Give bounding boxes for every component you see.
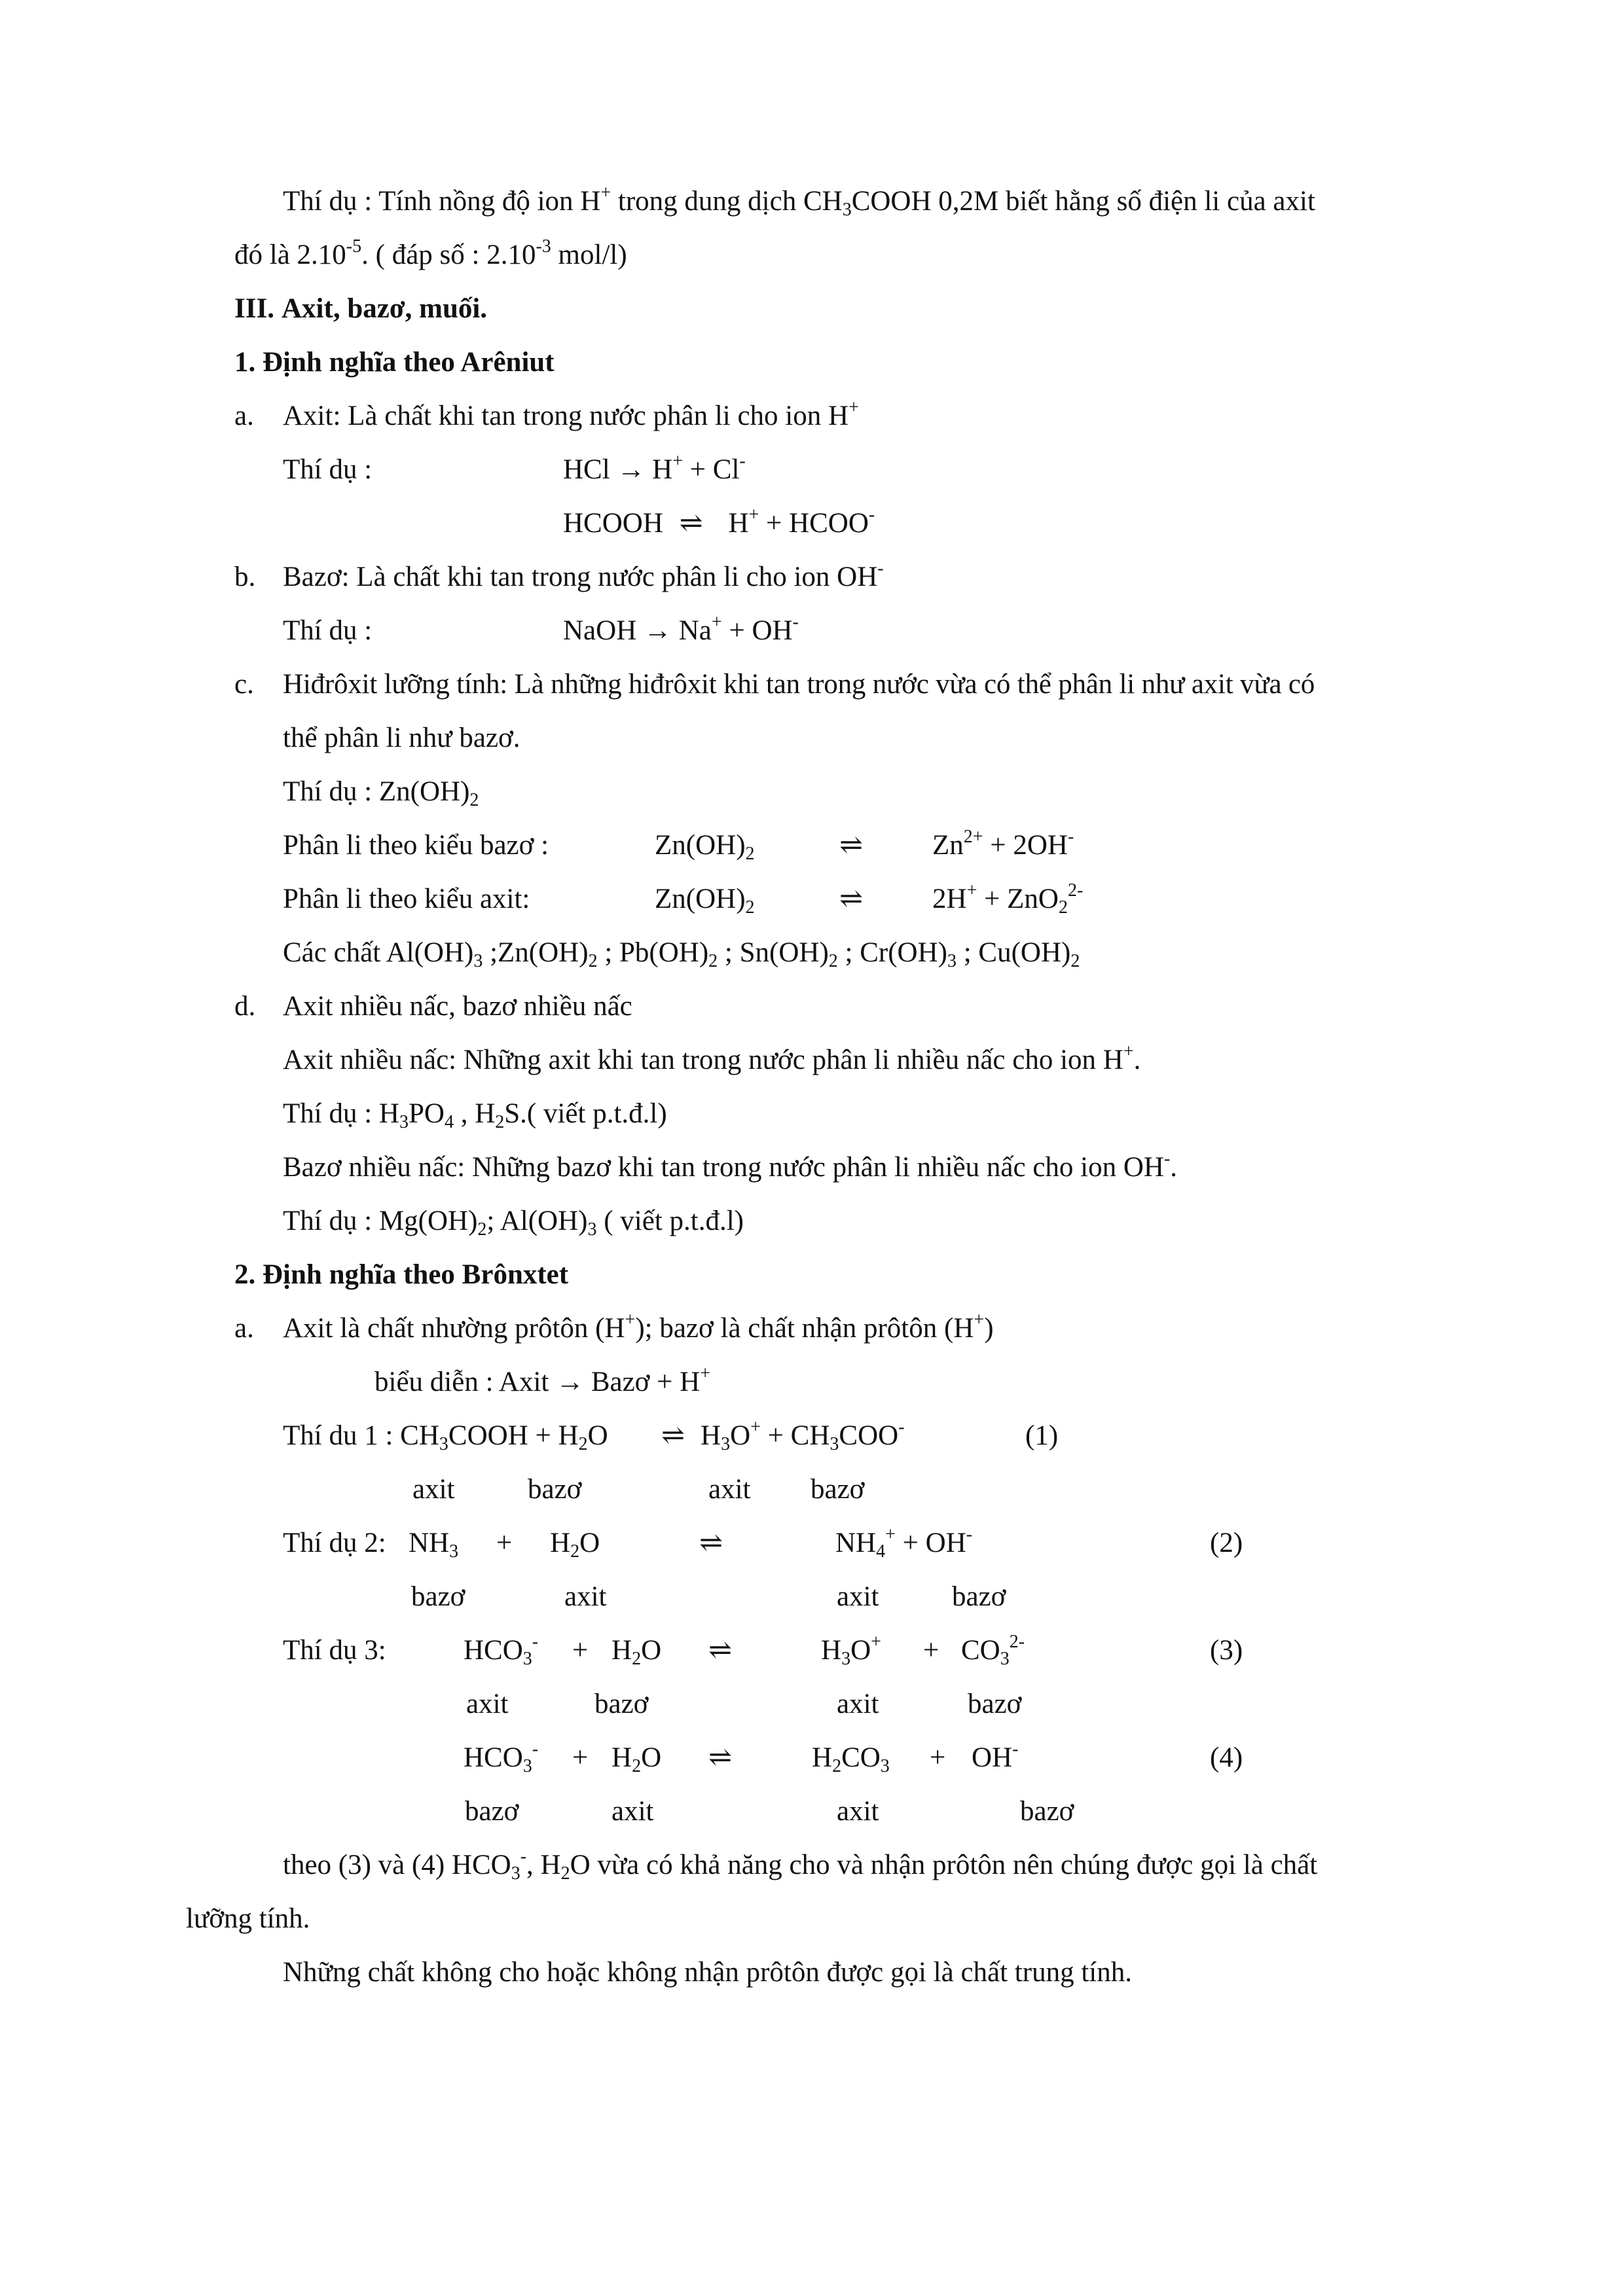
polyprotic-acid-example [283,1094,667,1134]
text: , H [526,1850,561,1880]
example-2-right [835,1524,972,1563]
text: ; Sn(OH) [718,937,829,968]
text: S.( viết p.t.đ.l) [504,1098,667,1129]
subscript: 3 [841,1649,851,1669]
subscript: 3 [522,1649,532,1669]
text: theo (3) và (4) HCO [283,1850,511,1880]
text: + 2OH [983,830,1068,861]
representation [374,1363,710,1402]
text: PO [408,1098,445,1129]
subscript: 3 [399,1112,409,1132]
superscript: 2- [1009,1632,1025,1652]
text: Thí dụ : Zn(OH) [283,776,470,807]
text: O [641,1635,662,1666]
role-label: axit [412,1474,455,1505]
equilibrium-arrow-icon: ⇌ [708,1635,733,1666]
item-a-text [283,397,859,436]
molecule [611,1631,661,1670]
text: NH [835,1528,877,1558]
superscript: + [748,505,759,525]
polybasic-base-example [283,1202,744,1241]
polybasic-base-text [283,1148,1177,1187]
text: . [1133,1045,1141,1075]
dissociation-base-right [932,826,1074,865]
item-b-text [283,558,884,597]
equilibrium-arrow-icon: ⇌ [661,1420,685,1451]
text: Axit nhiều nấc: Những axit khi tan trong nước phân li nhiều nấc cho ion H [283,1045,1123,1075]
superscript: + [871,1632,881,1652]
example-lead: Thí dụ : [283,615,373,646]
role-label: axit [466,1689,509,1719]
text: . [1170,1152,1178,1183]
superscript: -3 [536,236,551,257]
role-label: axit [708,1474,751,1505]
superscript: + [600,183,611,203]
text: ; Cu(OH) [956,937,1071,968]
role-label: bazơ [594,1689,649,1719]
text: H [812,1742,833,1773]
superscript: + [885,1524,896,1545]
text: Bazơ: Là chất khi tan trong nước phân li cho ion OH [283,562,878,592]
text: CO [841,1742,881,1773]
text: HCl → H [563,454,673,485]
text: + ZnO [977,884,1059,914]
subscript: 3 [1000,1649,1010,1669]
role-label: bazơ [952,1581,1006,1612]
role-label: bazơ [465,1796,519,1827]
molecule [611,1738,661,1778]
text: OH [972,1742,1013,1773]
superscript: + [1123,1041,1134,1062]
equilibrium-arrow-icon: ⇌ [839,884,864,914]
subscript: 3 [721,1434,731,1454]
role-label: axit [564,1581,607,1612]
plus-sign: + [923,1635,939,1666]
item-b-label: b. [234,562,256,592]
text: ( viết p.t.đ.l) [596,1206,744,1236]
dissociation-acid-left [655,880,755,919]
text: biểu diễn : Axit → Bazơ + H [374,1367,701,1397]
subscript: 2 [1058,897,1068,918]
polyprotic-acid-text [283,1041,1140,1080]
subscript: 2 [745,844,755,864]
text: COO [839,1420,899,1451]
amphoteric-list [283,933,1080,973]
dissociation-base-lead: Phân li theo kiểu bazơ : [283,830,549,861]
equation-number: (3) [1210,1635,1243,1666]
molecule [464,1631,538,1670]
item-d-text: Axit nhiều nấc, bazơ nhiều nấc [283,991,632,1022]
molecule [972,1738,1018,1778]
item-2a-label: a. [234,1313,254,1344]
text: NH [409,1528,450,1558]
superscript: - [1163,1149,1171,1169]
superscript: + [974,1310,985,1330]
text: Thí dụ : Tính nồng độ ion H [283,186,601,217]
role-label: axit [837,1581,879,1612]
equation-number: (4) [1210,1742,1243,1773]
text: O vừa có khả năng cho và nhận prôtôn nên chúng được gọi là chất [570,1850,1318,1880]
text: Axit là chất nhường prôtôn (H [283,1313,625,1344]
item-c-text-1: Hiđrôxit lưỡng tính: Là những hiđrôxit khi tan trong nước vừa có thể phân li như axit vừa có [283,669,1315,700]
neutral-definition: Những chất không cho hoặc không nhận prôtôn được gọi là chất trung tính. [283,1957,1132,1988]
superscript: + [848,397,859,418]
text: ) [984,1313,994,1344]
dissociation-acid-right [932,880,1083,919]
subsection-title-2: 2. Định nghĩa theo Brônxtet [234,1259,569,1290]
role-label: bazơ [968,1689,1022,1719]
text: COOH + H [448,1420,579,1451]
molecule [464,1738,538,1778]
text: COOH 0,2M biết hằng số điện li của axit [851,186,1315,217]
subscript: 3 [587,1219,597,1240]
text: HCOOH [563,508,663,539]
subscript: 2 [708,951,718,971]
subscript: 3 [439,1434,448,1454]
text: H [611,1635,632,1666]
subscript: 2 [477,1219,487,1240]
intro-line-1 [283,182,1315,221]
section-title: Axit, bazơ, muối. [282,293,488,324]
text: + HCOO [759,508,869,539]
text: Thí dụ : H [283,1098,399,1129]
text: Thí du 1 : CH [283,1420,439,1451]
text: H [728,508,749,539]
item-2a-text [283,1309,994,1348]
subscript: 2 [578,1434,588,1454]
subscript: 3 [473,951,483,971]
molecule [409,1524,458,1563]
text: ;Zn(OH) [483,937,589,968]
subsection-title-1: 1. Định nghĩa theo Arêniut [234,347,555,378]
superscript: - [739,451,746,471]
text: Zn(OH) [655,830,746,861]
text: O [579,1528,600,1558]
example-1-right [701,1416,905,1456]
text: Thí dụ : Mg(OH) [283,1206,478,1236]
text: + CH [760,1420,830,1451]
subscript: 3 [449,1541,459,1562]
superscript: - [792,612,799,632]
text: + OH [721,615,793,646]
subscript: 2 [570,1541,580,1562]
superscript: 2+ [963,827,983,847]
superscript: - [532,1739,539,1759]
subscript: 2 [632,1756,642,1776]
role-label: bazơ [811,1474,865,1505]
item-c-text-2: thể phân li như bazơ. [283,723,520,753]
subscript: 3 [830,1434,839,1454]
superscript: + [672,451,684,471]
equation-hcl [563,450,746,490]
subscript: 2 [560,1863,570,1884]
superscript: + [966,880,977,901]
plus-sign: + [572,1742,589,1773]
conclusion-line-1 [283,1846,1317,1885]
text: Axit: Là chất khi tan trong nước phân li cho ion H [283,401,849,431]
text: 2H [932,884,967,914]
text: O [641,1742,662,1773]
text: + OH [895,1528,966,1558]
superscript: 2- [1067,880,1084,901]
subscript: 2 [588,951,598,971]
text: ; Pb(OH) [597,937,709,968]
text: trong dung dịch CH [611,186,843,217]
subscript: 3 [522,1756,532,1776]
example-1-left [283,1416,608,1456]
superscript: -5 [346,236,362,257]
role-label: axit [837,1796,879,1827]
molecule [961,1631,1025,1670]
text: CO [961,1635,1000,1666]
text: HCO [464,1742,523,1773]
role-label: axit [837,1689,879,1719]
superscript: - [520,1846,527,1867]
superscript: + [750,1417,761,1437]
subscript: 3 [880,1756,890,1776]
plus-sign: + [572,1635,589,1666]
equilibrium-arrow-icon: ⇌ [708,1742,733,1773]
equation-number: (1) [1025,1420,1059,1451]
text: H [821,1635,842,1666]
text: ; Cr(OH) [837,937,947,968]
superscript: - [1012,1739,1019,1759]
text: , H [453,1098,496,1129]
equation-naoh [563,611,799,651]
superscript: - [532,1632,539,1652]
item-d-label: d. [234,991,256,1022]
superscript: - [868,505,875,525]
equilibrium-arrow-icon: ⇌ [679,508,703,539]
text: + Cl [683,454,740,485]
text: O [730,1420,751,1451]
subscript: 3 [511,1863,520,1884]
role-label: bazơ [528,1474,582,1505]
subscript: 2 [632,1649,642,1669]
text: H [550,1528,571,1558]
role-label: bazơ [1020,1796,1074,1827]
item-a-label: a. [234,401,254,431]
role-label: axit [611,1796,654,1827]
intro-line-2 [234,236,627,275]
text: NaOH → Na [563,615,712,646]
subscript: 3 [947,951,957,971]
subscript: 2 [1070,951,1080,971]
example-3-lead: Thí dụ 3: [283,1635,386,1666]
superscript: - [898,1417,905,1437]
subscript: 2 [832,1756,842,1776]
section-number: III. [234,293,274,324]
superscript: + [625,1310,636,1330]
example-zn [283,772,479,812]
superscript: - [1067,827,1074,847]
equation-number: (2) [1210,1528,1243,1558]
text: O [850,1635,871,1666]
superscript: - [966,1524,973,1545]
text: . ( đáp số : 2.10 [361,240,536,270]
text: Các chất Al(OH) [283,937,474,968]
role-label: bazơ [411,1581,465,1612]
subscript: 3 [842,200,852,220]
text: ); bazơ là chất nhận prôtôn (H [635,1313,974,1344]
subscript: 2 [469,790,479,810]
equilibrium-arrow-icon: ⇌ [699,1528,723,1558]
text: HCO [464,1635,523,1666]
subscript: 4 [876,1541,886,1562]
example-lead: Thí dụ : [283,454,373,485]
superscript: - [877,558,884,579]
text: ; Al(OH) [486,1206,588,1236]
equation-hcooh [563,504,875,543]
conclusion-line-2: lưỡng tính. [186,1903,310,1934]
molecule [821,1631,881,1670]
text: Bazơ nhiều nấc: Những bazơ khi tan trong nước phân li nhiều nấc cho ion OH [283,1152,1164,1183]
molecule [550,1524,600,1563]
text: O [587,1420,608,1451]
example-2-lead: Thí dụ 2: [283,1528,386,1558]
subscript: 2 [828,951,838,971]
molecule [812,1738,890,1778]
plus-sign: + [930,1742,946,1773]
superscript: + [700,1363,711,1384]
text: H [701,1420,721,1451]
text: mol/l) [551,240,627,270]
text: Zn(OH) [655,884,746,914]
text: H [611,1742,632,1773]
subscript: 2 [745,897,755,918]
text: Zn [932,830,964,861]
dissociation-acid-lead: Phân li theo kiểu axit: [283,884,530,914]
text: đó là 2.10 [234,240,346,270]
superscript: + [711,612,722,632]
equilibrium-arrow-icon: ⇌ [839,830,864,861]
dissociation-base-left [655,826,755,865]
plus-sign: + [496,1528,513,1558]
subscript: 2 [495,1112,505,1132]
item-c-label: c. [234,669,254,700]
subscript: 4 [444,1112,454,1132]
